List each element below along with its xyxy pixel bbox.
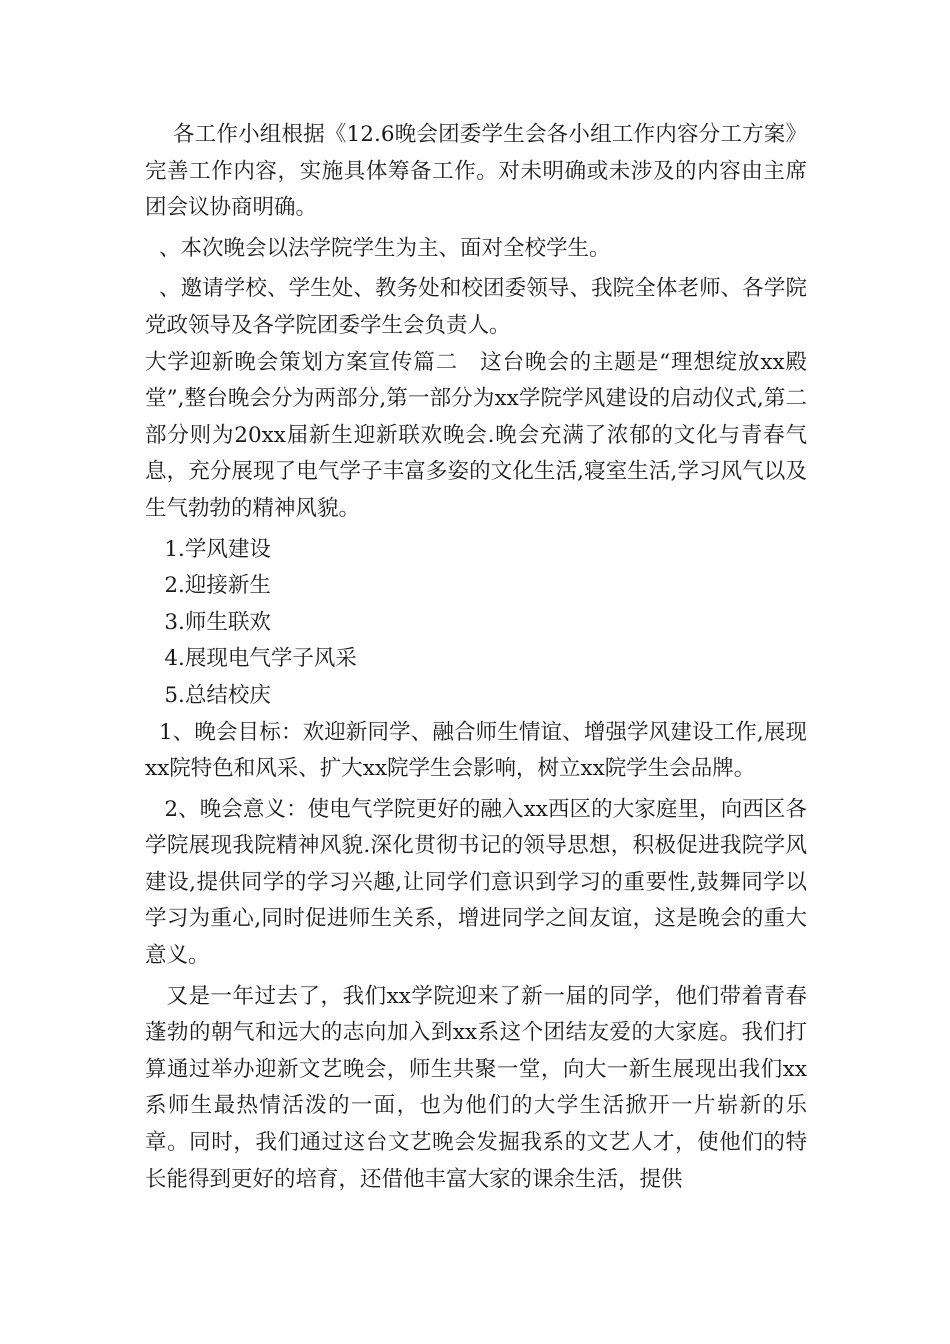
list-item-2: 2.迎接新生 <box>164 573 271 599</box>
list-item-3: 3.师生联欢 <box>164 609 271 635</box>
paragraph-3: 大学迎新晚会策划方案宣传篇二 这台晚会的主题是“理想绽放xx殿堂”,整台晚会分为两部分,第一部分为xx学院学风建设的启动仪式,第二部分则为20xx届新生迎新联欢晚会.晚会充满了浓郁的文化与青春气息，充分展现了电气学子丰富多姿的文化生活,寝室生活,学习风气以及生气勃勃的精神风貌。 <box>145 349 807 521</box>
paragraph-significance: 2、晚会意义：使电气学院更好的融入xx西区的大家庭里，向西区各学院展现我院精神风貌.深化贯彻书记的领导思想，积极促进我院学风建设,提供同学的学习兴趣,让同学们意识到学习的重要性,鼓舞同学以学习为重心,同时促进师生关系，增进同学之间友谊，这是晚会的重大意义。 <box>145 796 807 969</box>
list-item-4: 4.展现电气学子风采 <box>164 646 357 672</box>
list-item-1: 1.学风建设 <box>164 536 271 562</box>
paragraph-1: 、本次晚会以法学院学生为主、面对全校学生。 <box>158 235 611 261</box>
paragraph-2: 、邀请学校、学生处、教务处和校团委领导、我院全体老师、各学院党政领导及各学院团委学生会负责人。 <box>145 276 807 338</box>
document-body <box>145 117 807 1198</box>
paragraph-goal: 1、晚会目标：欢迎新同学、融合师生情谊、增强学风建设工作,展现xx院特色和风采、扩大xx院学生会影响，树立xx院学生会品牌。 <box>145 719 807 782</box>
paragraph-closing: 又是一年过去了，我们xx学院迎来了新一届的同学，他们带着青春蓬勃的朝气和远大的志向加入到xx系这个团结友爱的大家庭。我们打算通过举办迎新文艺晚会，师生共聚一堂，向大一新生展现出我们xx系师生最热情活泼的一面，也为他们的大学生活掀开一片崭新的乐章。同时，我们通过这台文艺晚会发掘我系的文艺人才，使他们的特长能得到更好的培育，还借他丰富大家的课余生活，提供 <box>145 983 807 1192</box>
list-item-5: 5.总结校庆 <box>164 682 271 708</box>
paragraph-0: 各工作小组根据《12.6晚会团委学生会各小组工作内容分工方案》完善工作内容，实施具体筹备工作。对未明确或未涉及的内容由主席团会议协商明确。 <box>145 122 807 221</box>
